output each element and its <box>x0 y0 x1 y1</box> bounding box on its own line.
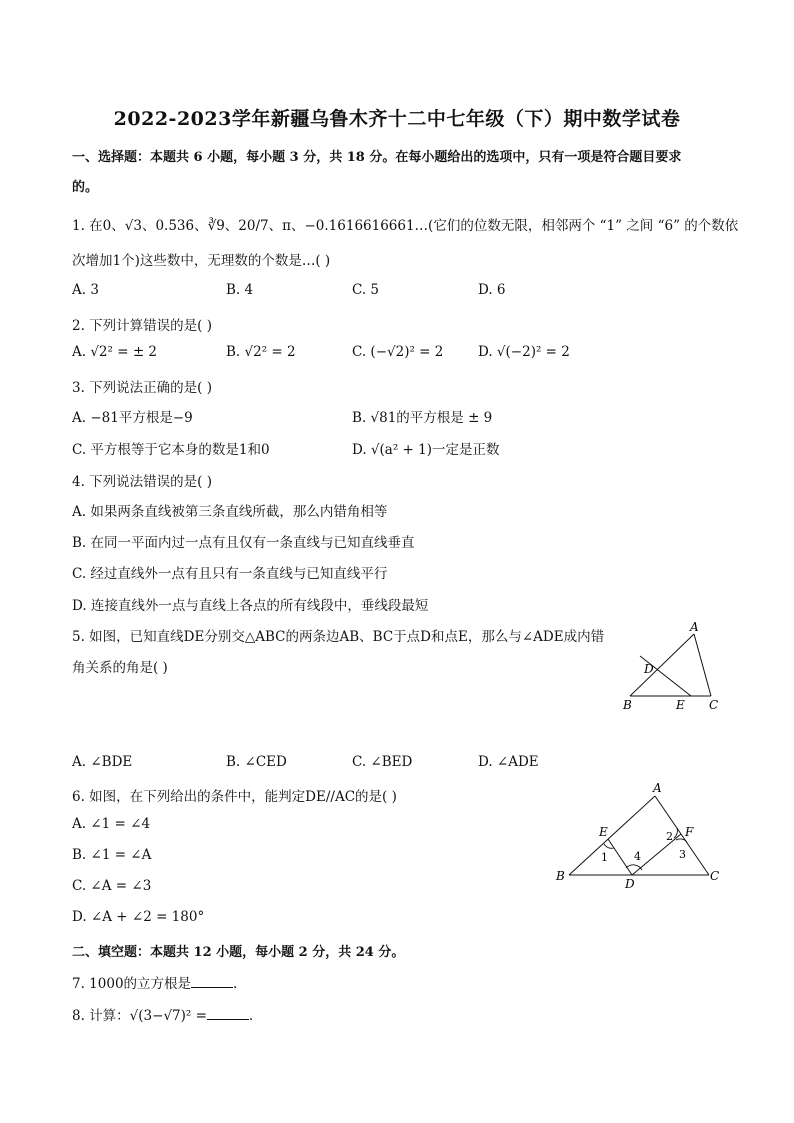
q5-option-b: B. ∠CED <box>226 754 287 770</box>
q6-option-d: D. ∠A + ∠2 = 180° <box>72 909 205 925</box>
q2-option-b: B. √2² = 2 <box>226 344 296 360</box>
q5-line-ab <box>630 634 694 696</box>
page-title: 2022-2023学年新疆乌鲁木齐十二中七年级（下）期中数学试卷 <box>113 108 681 130</box>
q1-option-c: C. 5 <box>352 282 380 298</box>
q5-stem-line1: 5. 如图，已知直线DE分别交△ABC的两条边AB、BC于点D和点E，那么与∠ADE成内错 <box>72 629 605 645</box>
q4-option-c: C. 经过直线外一点有且只有一条直线与已知直线平行 <box>72 566 388 582</box>
q5-label-a: A <box>690 620 699 634</box>
q5-stem-line2: 角关系的角是( ) <box>72 660 168 676</box>
q6-label-a: A <box>653 781 662 795</box>
q1-stem-line2: 次增加1个)这些数中，无理数的个数是…( ) <box>72 253 331 269</box>
q6-angle-label-4: 4 <box>634 850 641 863</box>
q2-option-a: A. √2² = ± 2 <box>72 344 158 360</box>
q6-line-ab <box>569 796 655 875</box>
q7-answer-blank <box>191 975 233 988</box>
q5-label-b: B <box>623 698 632 712</box>
q6-option-b: B. ∠1 = ∠A <box>72 847 152 863</box>
q6-line-ac <box>655 796 709 875</box>
q3-option-b: B. √81的平方根是 ± 9 <box>352 410 493 426</box>
q6-option-c: C. ∠A = ∠3 <box>72 878 152 894</box>
section2-heading: 二、填空题：本题共 12 小题，每小题 2 分，共 24 分。 <box>72 945 405 960</box>
q6-stem: 6. 如图，在下列给出的条件中，能判定DE//AC的是( ) <box>72 789 397 805</box>
q5-line-ac <box>694 634 711 696</box>
q7-stem: 7. 1000的立方根是 <box>72 976 192 992</box>
q6-label-d: D <box>625 877 635 888</box>
q6-line-de <box>608 839 632 875</box>
q6-triangle-figure <box>552 778 728 888</box>
q2-option-d: D. √(−2)² = 2 <box>478 344 570 360</box>
q1-stem-line1: 1. 在0、√3、0.5̇36̇、∛9、20/7、π、−0.1616616661…(它们的位数无限，相邻两个 “1” 之间 “6” 的个数依 <box>72 218 739 234</box>
q7-line <box>72 972 237 992</box>
q3-option-d: D. √(a² + 1)一定是正数 <box>352 442 500 458</box>
q3-option-c: C. 平方根等于它本身的数是1和0 <box>72 442 270 458</box>
q5-option-d: D. ∠ADE <box>478 754 539 770</box>
q6-angle-label-1: 1 <box>601 851 608 864</box>
q2-stem: 2. 下列计算错误的是( ) <box>72 318 212 334</box>
q6-label-e: E <box>599 825 608 839</box>
q5-option-a: A. ∠BDE <box>72 754 133 770</box>
q1-option-d: D. 6 <box>478 282 506 298</box>
section1-heading: 一、选择题：本题共 6 小题，每小题 3 分，共 18 分。在每小题给出的选项中，只有一项是符合题目要求 <box>72 150 682 165</box>
q6-angle-label-2: 2 <box>666 830 673 843</box>
q6-label-c: C <box>710 869 720 883</box>
q6-option-a: A. ∠1 = ∠4 <box>72 816 151 832</box>
q5-triangle-figure <box>618 618 728 714</box>
q6-angle-arc-3 <box>676 839 687 842</box>
q5-option-c: C. ∠BED <box>352 754 413 770</box>
q4-stem: 4. 下列说法错误的是( ) <box>72 474 212 490</box>
q4-option-d: D. 连接直线外一点与直线上各点的所有线段中，垂线段最短 <box>72 598 429 614</box>
section1-heading-cont: 的。 <box>72 180 99 195</box>
q4-option-b: B. 在同一平面内过一点有且仅有一条直线与已知直线垂直 <box>72 535 415 551</box>
q3-stem: 3. 下列说法正确的是( ) <box>72 380 212 396</box>
q8-answer-blank <box>207 1007 249 1020</box>
q1-option-a: A. 3 <box>72 282 99 298</box>
q7-end: . <box>233 976 238 992</box>
q5-label-e: E <box>676 698 685 712</box>
q8-line <box>72 1004 253 1024</box>
q6-label-f: F <box>685 825 694 839</box>
q4-option-a: A. 如果两条直线被第三条直线所截，那么内错角相等 <box>72 504 388 520</box>
q8-end: . <box>248 1008 254 1024</box>
q2-option-c: C. (−√2)² = 2 <box>352 344 444 360</box>
q6-angle-arc-2 <box>674 828 677 838</box>
q3-option-a: A. −81平方根是−9 <box>72 410 193 426</box>
q6-label-b: B <box>556 869 565 883</box>
q6-angle-label-3: 3 <box>679 848 686 861</box>
q1-option-b: B. 4 <box>226 282 254 298</box>
q8-stem: 8. 计算：√(3−√7)² = <box>72 1008 207 1024</box>
q5-label-d: D <box>644 662 654 676</box>
q5-label-c: C <box>709 698 719 712</box>
